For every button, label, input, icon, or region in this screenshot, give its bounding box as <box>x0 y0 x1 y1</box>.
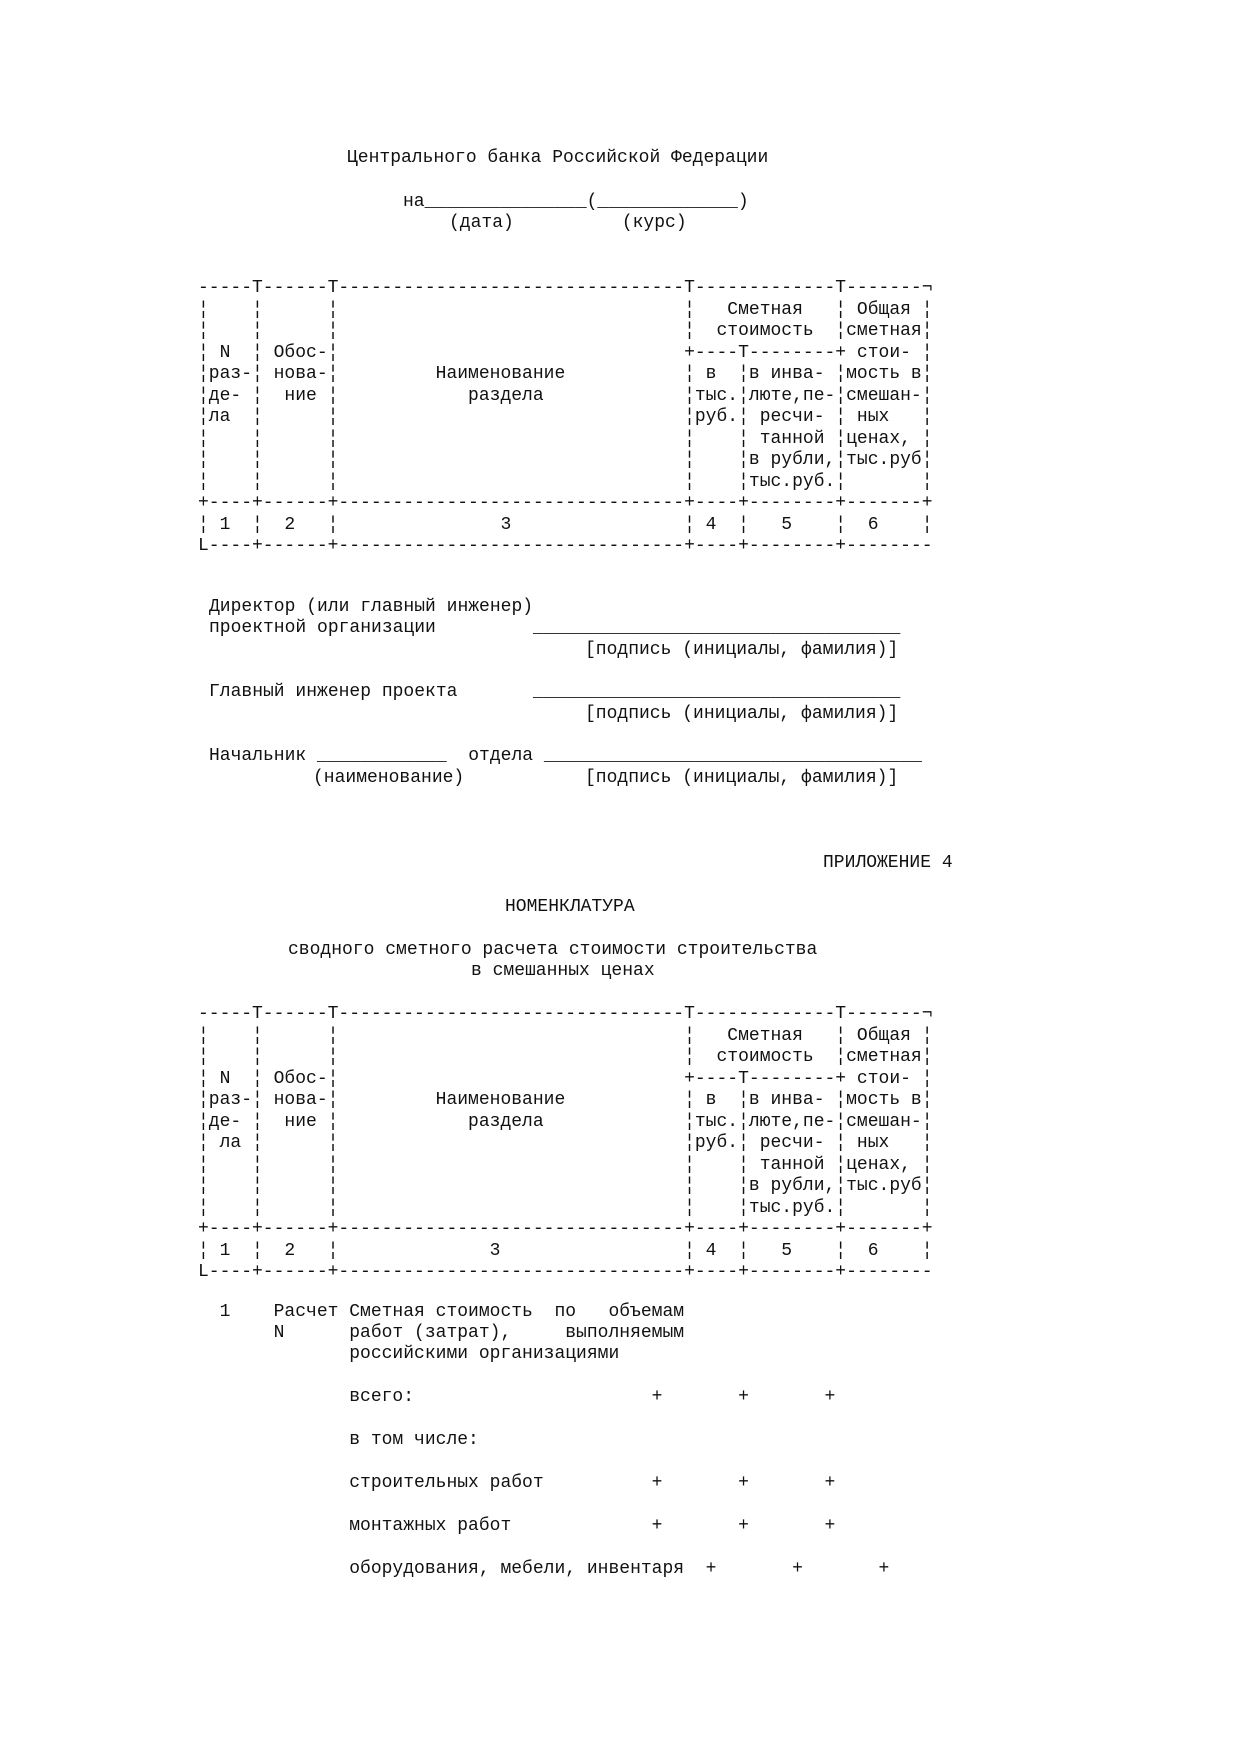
row-construction-works: строительных работ + + + <box>198 1473 836 1493</box>
row-1-line-3: российскими организациями <box>198 1344 620 1364</box>
department-head-signature-caption: [подпись (инициалы, фамилия)] <box>585 768 899 788</box>
nomenclature-subtitle-2: в смешанных ценах <box>471 961 655 981</box>
department-head-signature-line: Начальник ____________ отдела ___________________________________ <box>209 746 922 766</box>
row-1-line-1: 1 Расчет Сметная стоимость по объемам <box>198 1302 685 1322</box>
department-name-caption: (наименование) <box>313 768 465 788</box>
date-rate-caption: (дата) (курс) <box>449 213 687 233</box>
director-signature-caption: [подпись (инициалы, фамилия)] <box>585 640 899 660</box>
director-label: Директор (или главный инженер) <box>209 597 534 617</box>
bank-name-line: Центрального банка Российской Федерации <box>347 148 769 168</box>
chief-engineer-signature-caption: [подпись (инициалы, фамилия)] <box>585 704 899 724</box>
nomenclature-subtitle-1: сводного сметного расчета стоимости строительства <box>288 940 818 960</box>
director-signature-line: проектной организации __________________________________ <box>209 618 901 638</box>
nomenclature-title: НОМЕНКЛАТУРА <box>505 897 635 917</box>
row-including: в том числе: <box>198 1430 479 1450</box>
appendix-label: ПРИЛОЖЕНИЕ 4 <box>823 853 953 873</box>
row-total: всего: + + + <box>198 1387 836 1407</box>
row-1-line-2: N работ (затрат), выполняемым <box>198 1323 685 1343</box>
row-assembly-works: монтажных работ + + + <box>198 1516 836 1536</box>
row-equipment: оборудования, мебели, инвентаря + + + <box>198 1559 890 1579</box>
estimate-table-header-1: -----T------T--------------------------------T-------------T-------¬ ¦ ¦ ¦ ¦ Сметная ¦ Общая ¦ ¦ ¦ ¦ ¦ стоимость ¦сметная¦ ¦ N ¦ Обос-¦ +----T--------+ стои- ¦ ¦раз-¦ нова-¦ Наименование ¦ в ¦в инва- ¦мость в¦ ¦де- ¦ ние ¦ раздела ¦тыс.¦люте,пе-¦смешан-¦ ¦ла ¦ ¦ ¦руб.¦ ресчи- ¦ ных ¦ ¦ ¦ ¦ ¦ ¦ танной ¦ценах, ¦ ¦ ¦ ¦ ¦ ¦в рубли,¦тыс.руб¦ ¦ ¦ ¦ ¦ ¦тыс.руб.¦ ¦ +----+------+--------------------------------+----+--------+-------+ ¦ 1 ¦ 2 ¦ 3 ¦ 4 ¦ 5 ¦ 6 ¦ L----+------+--------------------------------+----+--------+-------- <box>198 278 933 556</box>
chief-engineer-signature-line: Главный инженер проекта __________________________________ <box>209 682 901 702</box>
date-rate-line: на_______________(_____________) <box>403 192 749 212</box>
estimate-table-header-2: -----T------T--------------------------------T-------------T-------¬ ¦ ¦ ¦ ¦ Сметная ¦ Общая ¦ ¦ ¦ ¦ ¦ стоимость ¦сметная¦ ¦ N ¦ Обос-¦ +----T--------+ стои- ¦ ¦раз-¦ нова-¦ Наименование ¦ в ¦в инва- ¦мость в¦ ¦де- ¦ ние ¦ раздела ¦тыс.¦люте,пе-¦смешан-¦ ¦ ла ¦ ¦ ¦руб.¦ ресчи- ¦ ных ¦ ¦ ¦ ¦ ¦ ¦ танной ¦ценах, ¦ ¦ ¦ ¦ ¦ ¦в рубли,¦тыс.руб¦ ¦ ¦ ¦ ¦ ¦тыс.руб.¦ ¦ +----+------+--------------------------------+----+--------+-------+ ¦ 1 ¦ 2 ¦ 3 ¦ 4 ¦ 5 ¦ 6 ¦ L----+------+--------------------------------+----+--------+-------- <box>198 1004 933 1282</box>
